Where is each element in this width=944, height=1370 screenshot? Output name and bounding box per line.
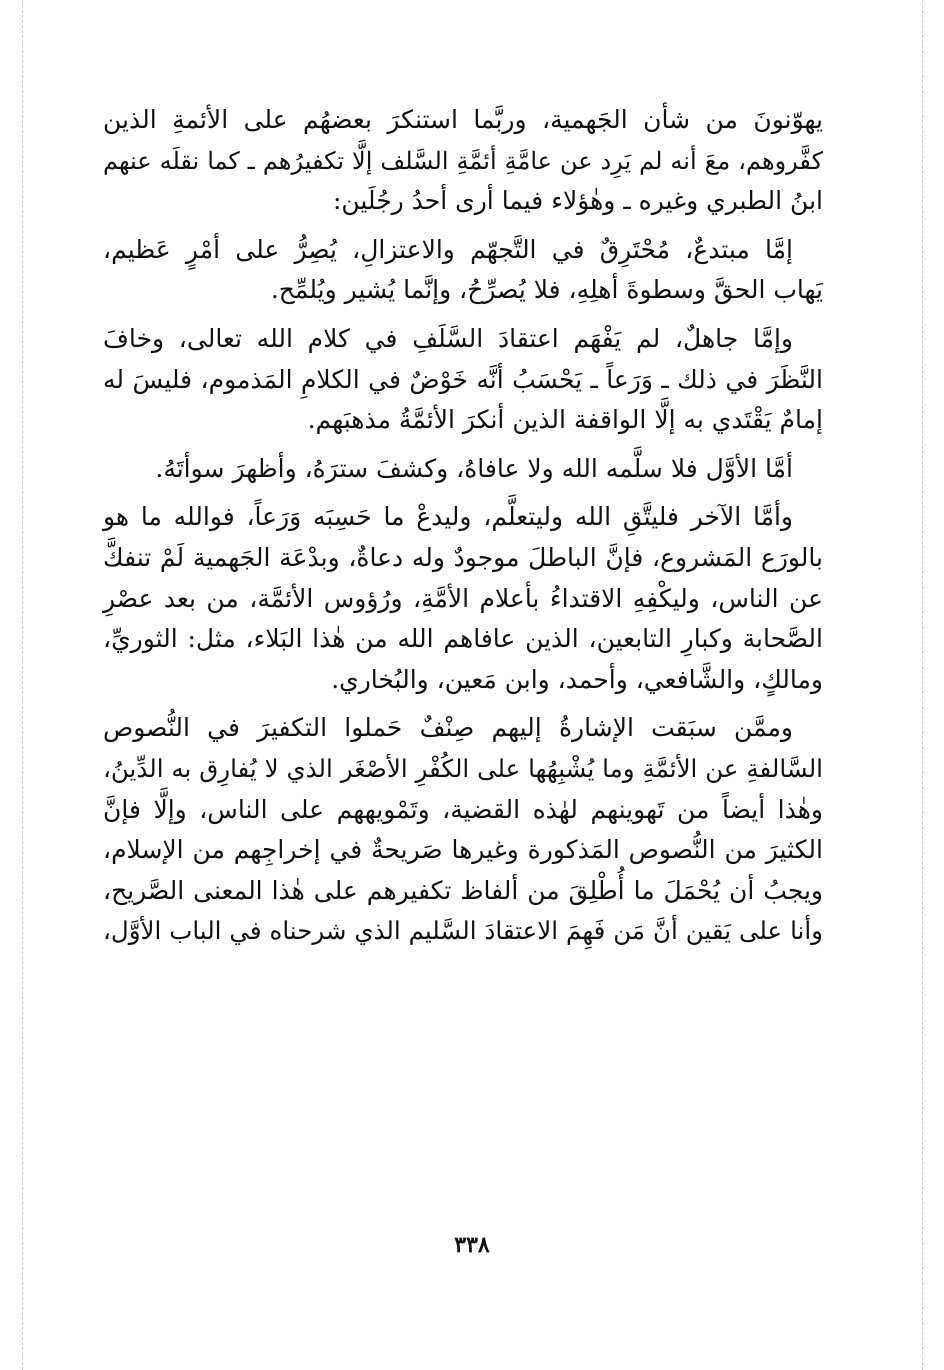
text-line: بالورَع المَشروع، فإنَّ الباطلَ موجودٌ وله دعاةٌ، وبدْعَة الجَهمية لَمْ تنفكَّ <box>103 542 823 572</box>
text-line: أمَّا الأوَّل فلا سلَّمه الله ولا عافاهُ، وكشفَ سترَهُ، وأظهرَ سوأتَهُ. <box>155 453 793 483</box>
text-line: وهٰذا أيضاً من تَهوينهم لهٰذه القضية، وتَمْويههم على الناس، وإلَّا فإنَّ <box>103 794 823 824</box>
paragraph-2 <box>103 230 823 311</box>
text-line: ويجبُ أن يُحْمَلَ ما أُطْلِقَ من ألفاظ تكفيرهم على هٰذا المعنى الصَّريح، <box>103 875 823 905</box>
text-line: ومالكٍ، والشَّافعي، وأحمد، وابن مَعين، والبُخاري. <box>331 664 823 694</box>
text-line: إمامٌ يَقْتَدي به إلَّا الواقفة الذين أنكرَ الأئمَّةُ مذهبَهم. <box>307 405 823 435</box>
body-text <box>103 100 823 952</box>
paragraph-5 <box>103 497 823 700</box>
text-line: الكثيرَ من النُّصوص المَذكورة وغيرها صَريحةٌ في إخراجِهم من الإسلام، <box>103 835 823 865</box>
text-line: النَّظَرَ في ذلك ـ وَرَعاً ـ يَحْسَبُ أنَّه خَوْضٌ في الكلامِ المَذموم، فليسَ له <box>103 364 823 394</box>
paragraph-3 <box>103 319 823 441</box>
text-line: كفَّروهم، معَ أنه لم يَرِد عن عامَّةِ أئمَّةِ السَّلف إلَّا تكفيرُهم ـ كما نقلَه عنهم <box>103 146 823 175</box>
text-line: إمَّا مبتدعٌ، مُحْتَرِقٌ في التَّجهّم والاعتزالِ، يُصِرُّ على أمْرٍ عَظيم، <box>103 234 793 264</box>
text-line: وممَّن سبَقت الإشارةُ إليهم صِنْفٌ حَملوا التكفيرَ في النُّصوص <box>103 713 793 743</box>
text-line: ابنُ الطبري وغيره ـ وهٰؤلاء فيما أرى أحدُ رجُلَين: <box>332 186 823 216</box>
text-line: وأنا على يَقين أنَّ مَن فَهِمَ الاعتقادَ السَّليم الذي شرحناه في الباب الأوَّل، <box>103 916 823 946</box>
text-line: السَّالفةِ عن الأئمَّةِ وما يُشْبِهُها على الكُفْرِ الأصْغَر الذي لا يُفارِق به الدِّينُ، <box>103 753 823 783</box>
paragraph-4 <box>103 449 823 490</box>
paragraph-6 <box>103 708 823 952</box>
text-line: وإمَّا جاهلٌ، لم يَفْهَم اعتقادَ السَّلَفِ في كلام الله تعالى، وخافَ <box>103 323 793 353</box>
text-line: يهوّنونَ من شأن الجَهمية، وربَّما استنكرَ بعضهُم على الأئمةِ الذين <box>103 105 823 134</box>
page-number: ٣٣٨ <box>454 1232 490 1258</box>
text-line: وأمَّا الآخر فليتَّقِ الله وليتعلَّم، وليدعْ ما حَسِبَه وَرَعاً، فوالله ما هو <box>103 502 793 532</box>
text-line: يَهاب الحقَّ وسطوةَ أهلِهِ، فلا يُصرِّحُ، وإنَّما يُشير ويُلمِّح. <box>270 275 823 305</box>
paragraph-1 <box>103 100 823 222</box>
text-line: الصَّحابة وكبارِ التابعين، الذين عافاهم الله من هٰذا البَلاء، مثل: الثوريِّ، <box>103 624 823 654</box>
scan-guide-line-left <box>22 0 24 1370</box>
scan-guide-line-right <box>922 0 924 1370</box>
text-line: عن الناس، وليكْفِهِ الاقتداءُ بأعلام الأمَّةِ، ورُؤوس الأئمَّة، من بعد عصْرِ <box>103 583 823 613</box>
